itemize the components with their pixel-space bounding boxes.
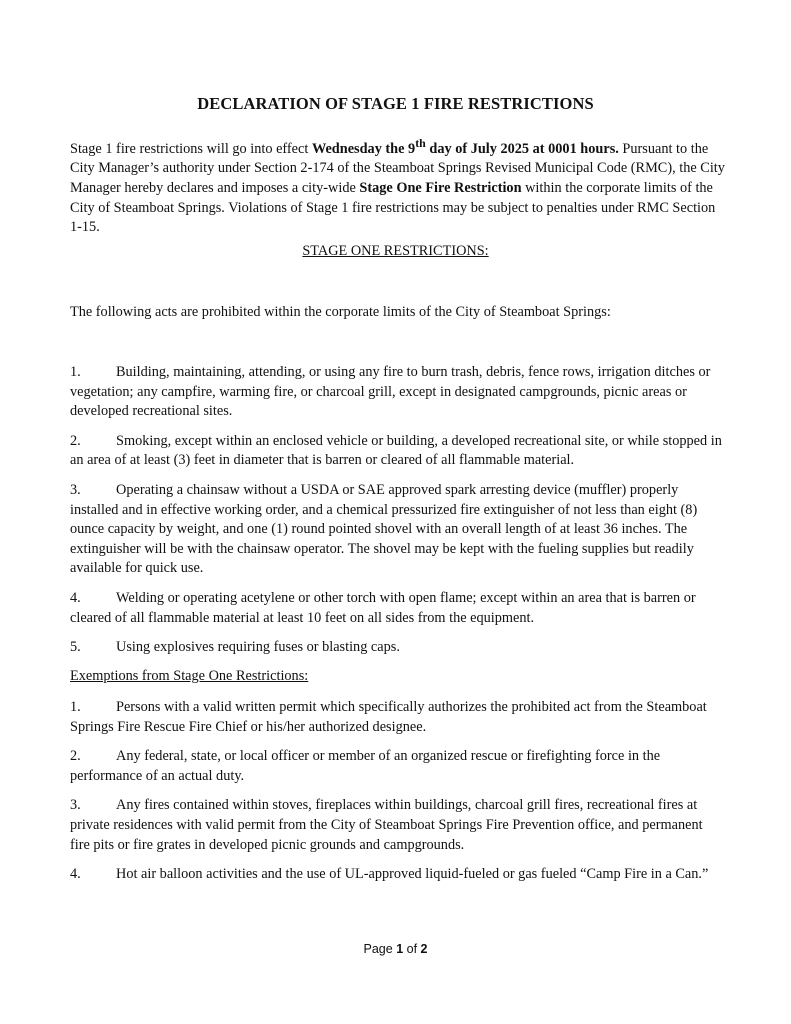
exemptions-heading: Exemptions from Stage One Restrictions:	[70, 668, 309, 684]
list-item: 4. Welding or operating acetylene or other torch with open flame; except within an area that is barren or cleared of all flammable material at least 10 feet on all sides from the equipment.	[70, 589, 696, 626]
intro-text-1: Stage 1 fire restrictions will go into effect	[70, 140, 312, 157]
restrictions-list	[70, 363, 726, 668]
list-item: 2. Any federal, state, or local officer or member of an organized rescue or firefighting force in the performance of an actual duty.	[70, 748, 661, 784]
list-item: 3. Operating a chainsaw without a USDA or SAE approved spark arresting device (muffler) properly installed and in effective working order, and a chemical pressurized fire extinguisher of not less than eight (8) ounce capacity by weight, and one (1) round pointed shovel with an overall length of at least 36 inches. The extinguisher will be with the chainsaw operator. The shovel may be kept with the fueling supplies but readily available for quick use.	[70, 481, 698, 577]
restrictions-heading: STAGE ONE RESTRICTIONS:	[302, 243, 489, 259]
restriction-name: Stage One Fire Restriction	[359, 179, 522, 196]
list-item: 3. Any fires contained within stoves, fireplaces within buildings, charcoal grill fires, recreational fires at private residences with valid permit from the City of Steamboat Springs Fire Prevention office, and permanent fire pits or fire grates in developed picnic grounds and campgrounds.	[70, 797, 703, 853]
document-title: DECLARATION OF STAGE 1 FIRE RESTRICTIONS	[197, 94, 594, 113]
list-item: 5. Using explosives requiring fuses or blasting caps.	[70, 639, 400, 656]
intro-text-3: within the corporate limits of the City of Steamboat Springs. Violations of Stage 1 fire restrictions may be subject to penalties under RMC Section 1-15.	[70, 179, 716, 236]
list-item: 4. Hot air balloon activities and the use of UL-approved liquid-fueled or gas fueled “Camp Fire in a Can.”	[70, 866, 709, 883]
list-item: 1. Building, maintaining, attending, or using any fire to burn trash, debris, fence rows, irrigation ditches or vegetation; any campfire, warming fire, or charcoal grill, except in designated campgrounds, picnic areas or developed recreational sites.	[70, 364, 711, 420]
page-number: Page 1 of 2	[363, 942, 428, 956]
list-item: 1. Persons with a valid written permit which specifically authorizes the prohibited act from the Steamboat Springs Fire Rescue Fire Chief or his/her authorized designee.	[70, 699, 707, 735]
prohibited-intro: The following acts are prohibited within the corporate limits of the City of Steamboat Springs:	[70, 304, 611, 320]
intro-text-2: Pursuant to the City Manager’s authority under Section 2-174 of the Steamboat Springs Revised Municipal Code (RMC), the City Manager hereby declares and imposes a city-wide	[70, 140, 725, 196]
exemptions-list	[70, 698, 726, 895]
effective-date: Wednesday the 9th day of July 2025 at 0001 hours.	[311, 136, 619, 157]
intro-paragraph	[70, 134, 726, 238]
list-item: 2. Smoking, except within an enclosed vehicle or building, a developed recreational site, or while stopped in an area of at least (3) feet in diameter that is barren or cleared of all flammable material.	[70, 432, 722, 469]
